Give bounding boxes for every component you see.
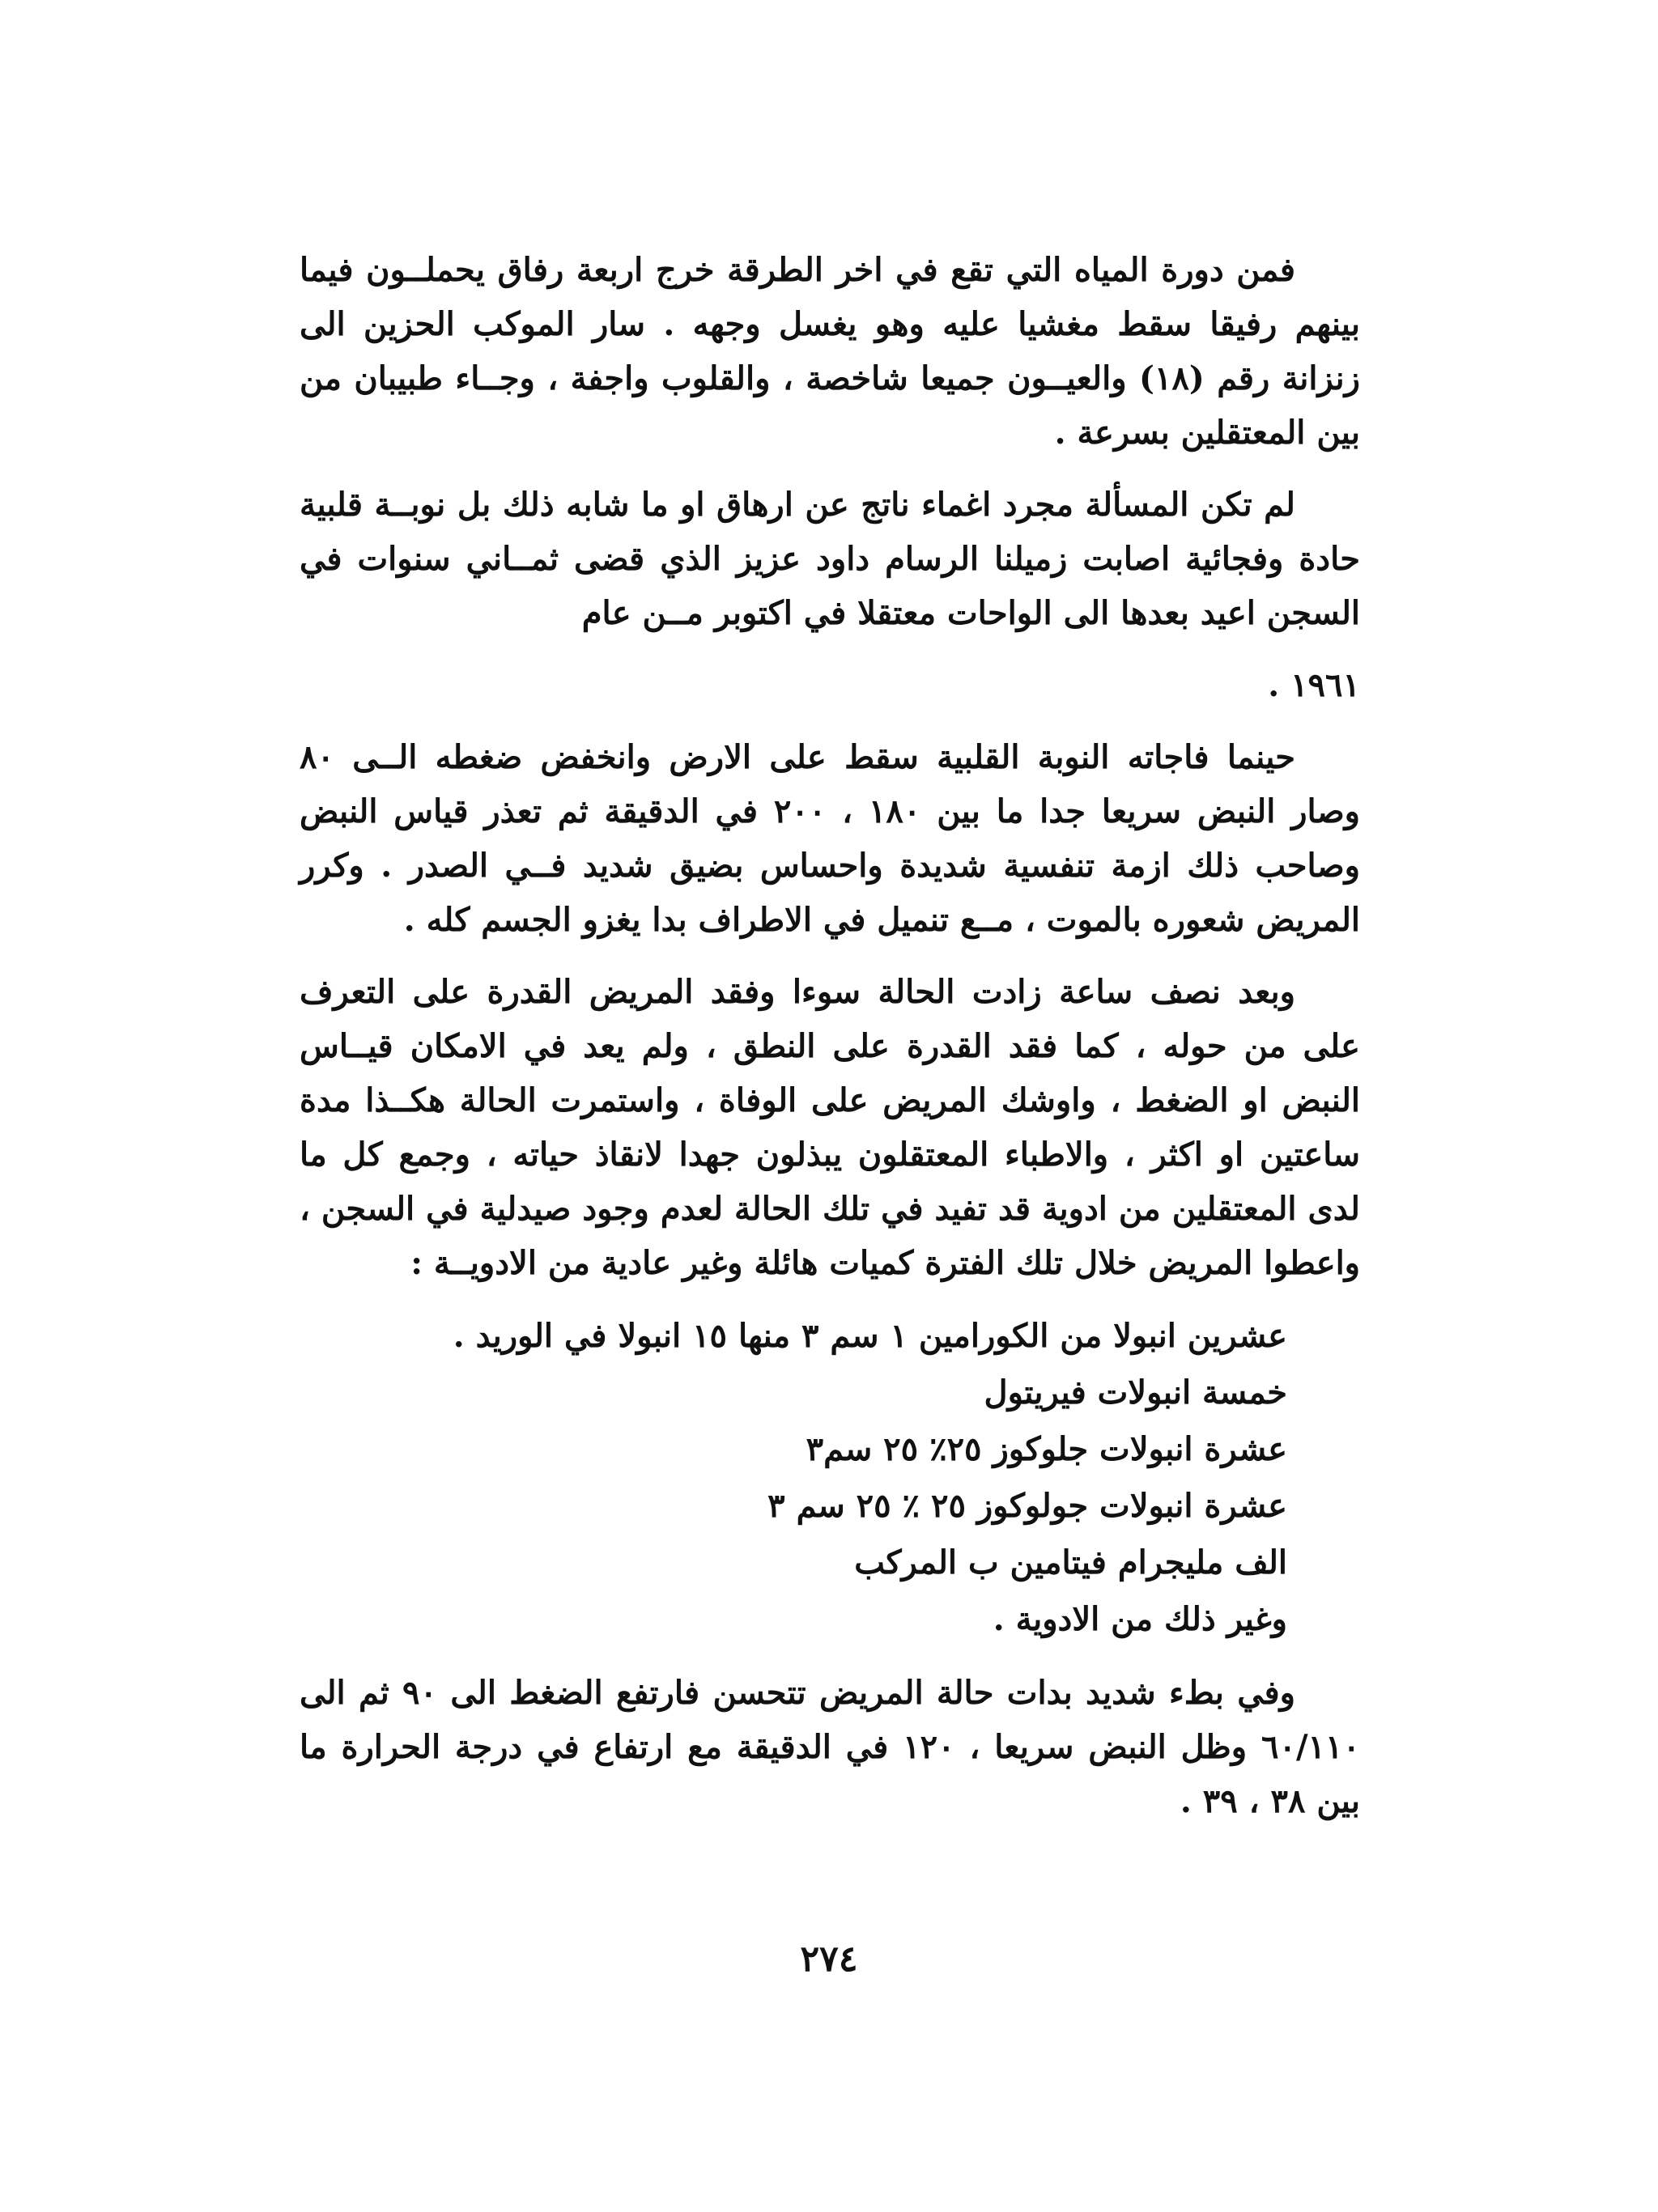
paragraph-2: لم تكن المسألة مجرد اغماء ناتج عن ارهاق او ما شابه ذلك بل نوبــة قلبية حادة وفجائية اصابت زميلنا الرسام داود عزيز الذي قضى ثمــاني سنوات في السجن اعيد بعدها الى الواحات معتقلا في اكتوبر مــن عام <box>300 486 1360 632</box>
list-item: خمسة انبولات فيريتول <box>984 1373 1287 1412</box>
medication-list <box>300 1308 1360 1648</box>
list-item: وغير ذلك من الادوية . <box>993 1600 1287 1638</box>
paragraph-3: حينما فاجاته النوبة القلبية سقط على الارض وانخفض ضغطه الــى ٨٠ وصار النبض سريعا جدا ما بين ١٨٠ ، ٢٠٠ في الدقيقة ثم تعذر قياس النبض وصاحب ذلك ازمة تنفسية شديدة واحساس بضيق شديد فــي الصدر . وكرر المريض شعوره بالموت ، مــع تنميل في الاطراف بدا يغزو الجسم كله . <box>300 738 1360 939</box>
list-item: عشرين انبولا من الكورامين ١ سم ٣ منها ١٥ انبولا في الوريد . <box>453 1317 1287 1355</box>
closing-paragraph: وفي بطء شديد بدات حالة المريض تتحسن فارتفع الضغط الى ٩٠ ثم الى ٦٠/١١٠ وظل النبض سريعا ، ١٢٠ في الدقيقة مع ارتفاع في درجة الحرارة ما بين ٣٨ ، ٣٩ . <box>300 1674 1360 1820</box>
page-body-text <box>300 243 1360 1846</box>
paragraph-2-year: ١٩٦١ . <box>1268 666 1360 704</box>
list-item: الف مليجرام فيتامين ب المركب <box>854 1543 1287 1582</box>
paragraph-1: فمن دورة المياه التي تقع في اخر الطرقة خرج اربعة رفاق يحملــون فيما بينهم رفيقا سقط مغشيا عليه وهو يغسل وجهه . سار الموكب الحزين الى زنزانة رقم (١٨) والعيــون جميعا شاخصة ، والقلوب واجفة ، وجــاء طبيبان من بين المعتقلين بسرعة . <box>300 251 1360 452</box>
paragraph-4: وبعد نصف ساعة زادت الحالة سوءا وفقد المريض القدرة على التعرف على من حوله ، كما فقد القدرة على النطق ، ولم يعد في الامكان قيــاس النبض او الضغط ، واوشك المريض على الوفاة ، واستمرت الحالة هكــذا مدة ساعتين او اكثر ، والاطباء المعتقلون يبذلون جهدا لانقاذ حياته ، وجمع كل ما لدى المعتقلين من ادوية قد تفيد في تلك الحالة لعدم وجود صيدلية في السجن ، واعطوا المريض خلال تلك الفترة كميات هائلة وغير عادية من الادويــة : <box>300 973 1360 1282</box>
page-number: ٢٧٤ <box>800 1938 858 1980</box>
list-item: عشرة انبولات جلوكوز ٢٥٪ ٢٥ سم٣ <box>806 1430 1287 1468</box>
list-item: عشرة انبولات جولوكوز ٢٥ ٪ ٢٥ سم ٣ <box>767 1487 1287 1525</box>
